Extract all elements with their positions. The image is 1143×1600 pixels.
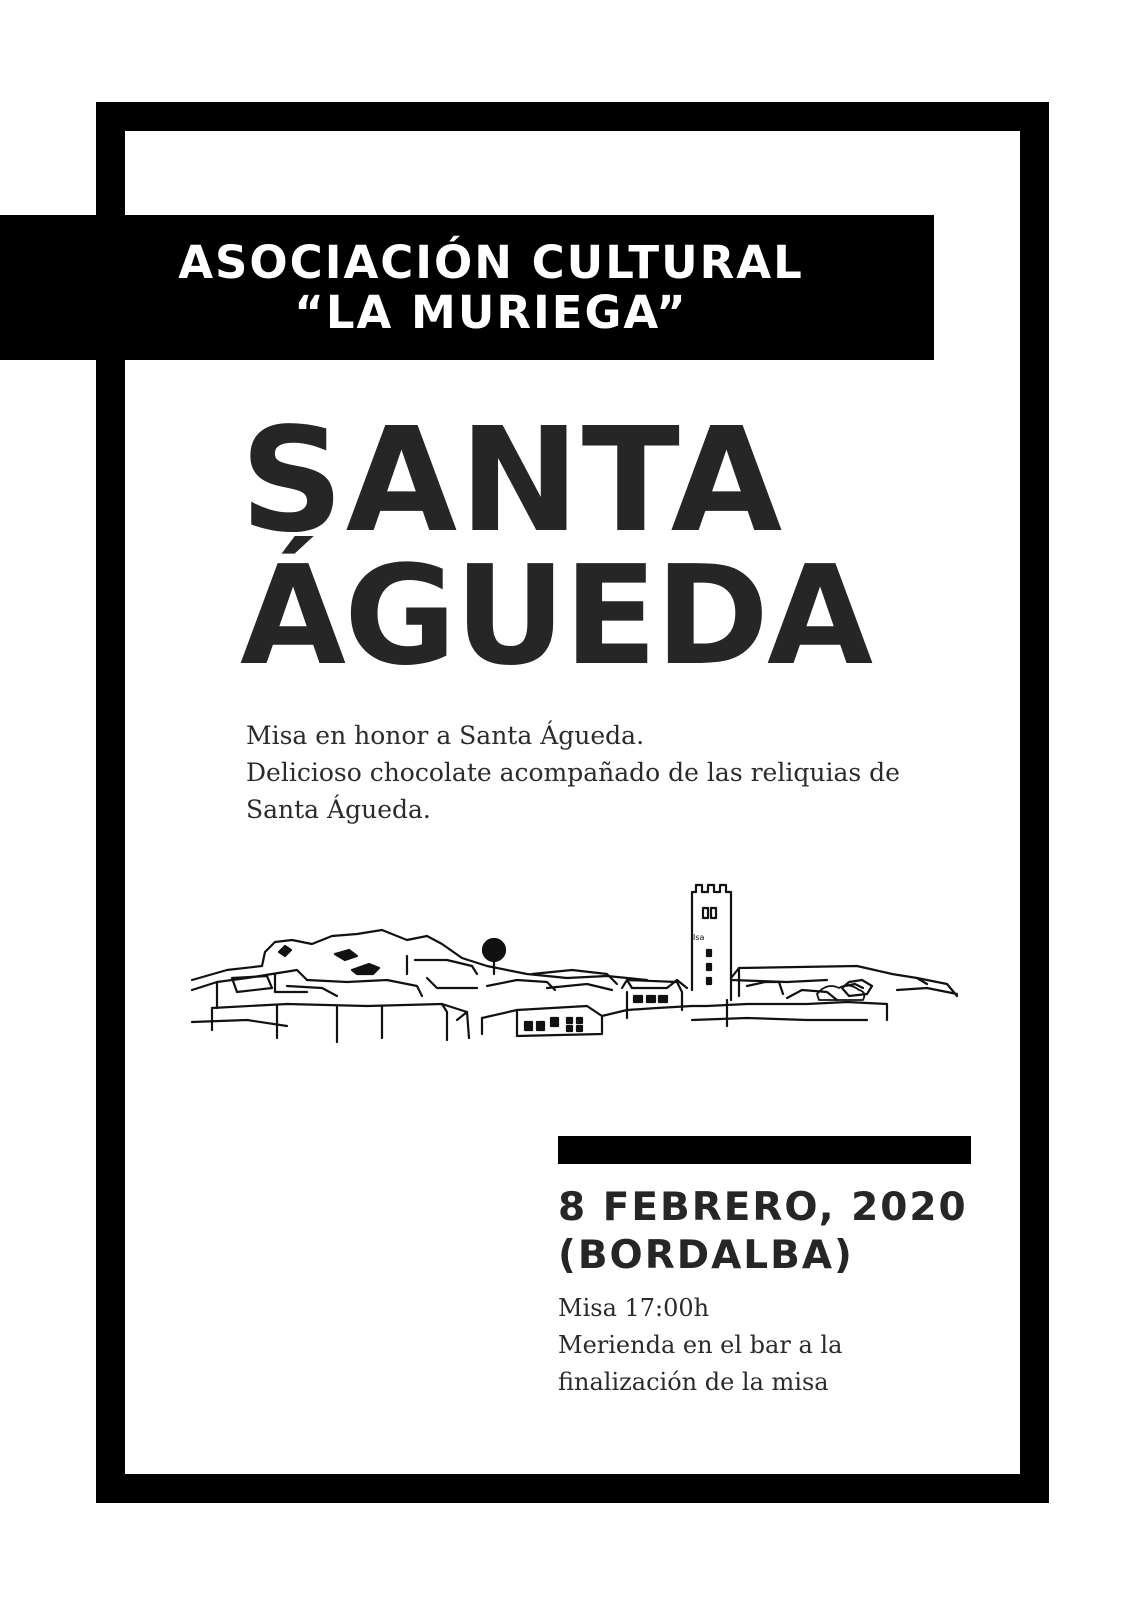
association-name: ASOCIACIÓN CULTURAL	[178, 236, 804, 289]
description-line: Delicioso chocolate acompañado de las reliquias de	[246, 758, 900, 787]
schedule-line: Merienda en el bar a la	[558, 1331, 843, 1359]
date-divider-bar	[558, 1136, 971, 1164]
description-line: Misa en honor a Santa Águeda.	[246, 721, 645, 750]
village-skyline-sketch-icon	[187, 870, 967, 1070]
event-description	[246, 717, 966, 828]
event-date: 8 FEBRERO, 2020	[558, 1185, 968, 1230]
tower-sign: Isa	[693, 933, 705, 942]
event-place: (BORDALBA)	[558, 1233, 854, 1278]
schedule-line: finalización de la misa	[558, 1368, 829, 1396]
schedule-line: Misa 17:00h	[558, 1294, 710, 1322]
association-subtitle: “LA MURIEGA”	[294, 286, 688, 339]
event-title-line-2: ÁGUEDA	[240, 537, 872, 696]
event-title-line-1: SANTA	[240, 396, 785, 564]
event-schedule	[558, 1290, 978, 1401]
description-line: Santa Águeda.	[246, 795, 431, 824]
